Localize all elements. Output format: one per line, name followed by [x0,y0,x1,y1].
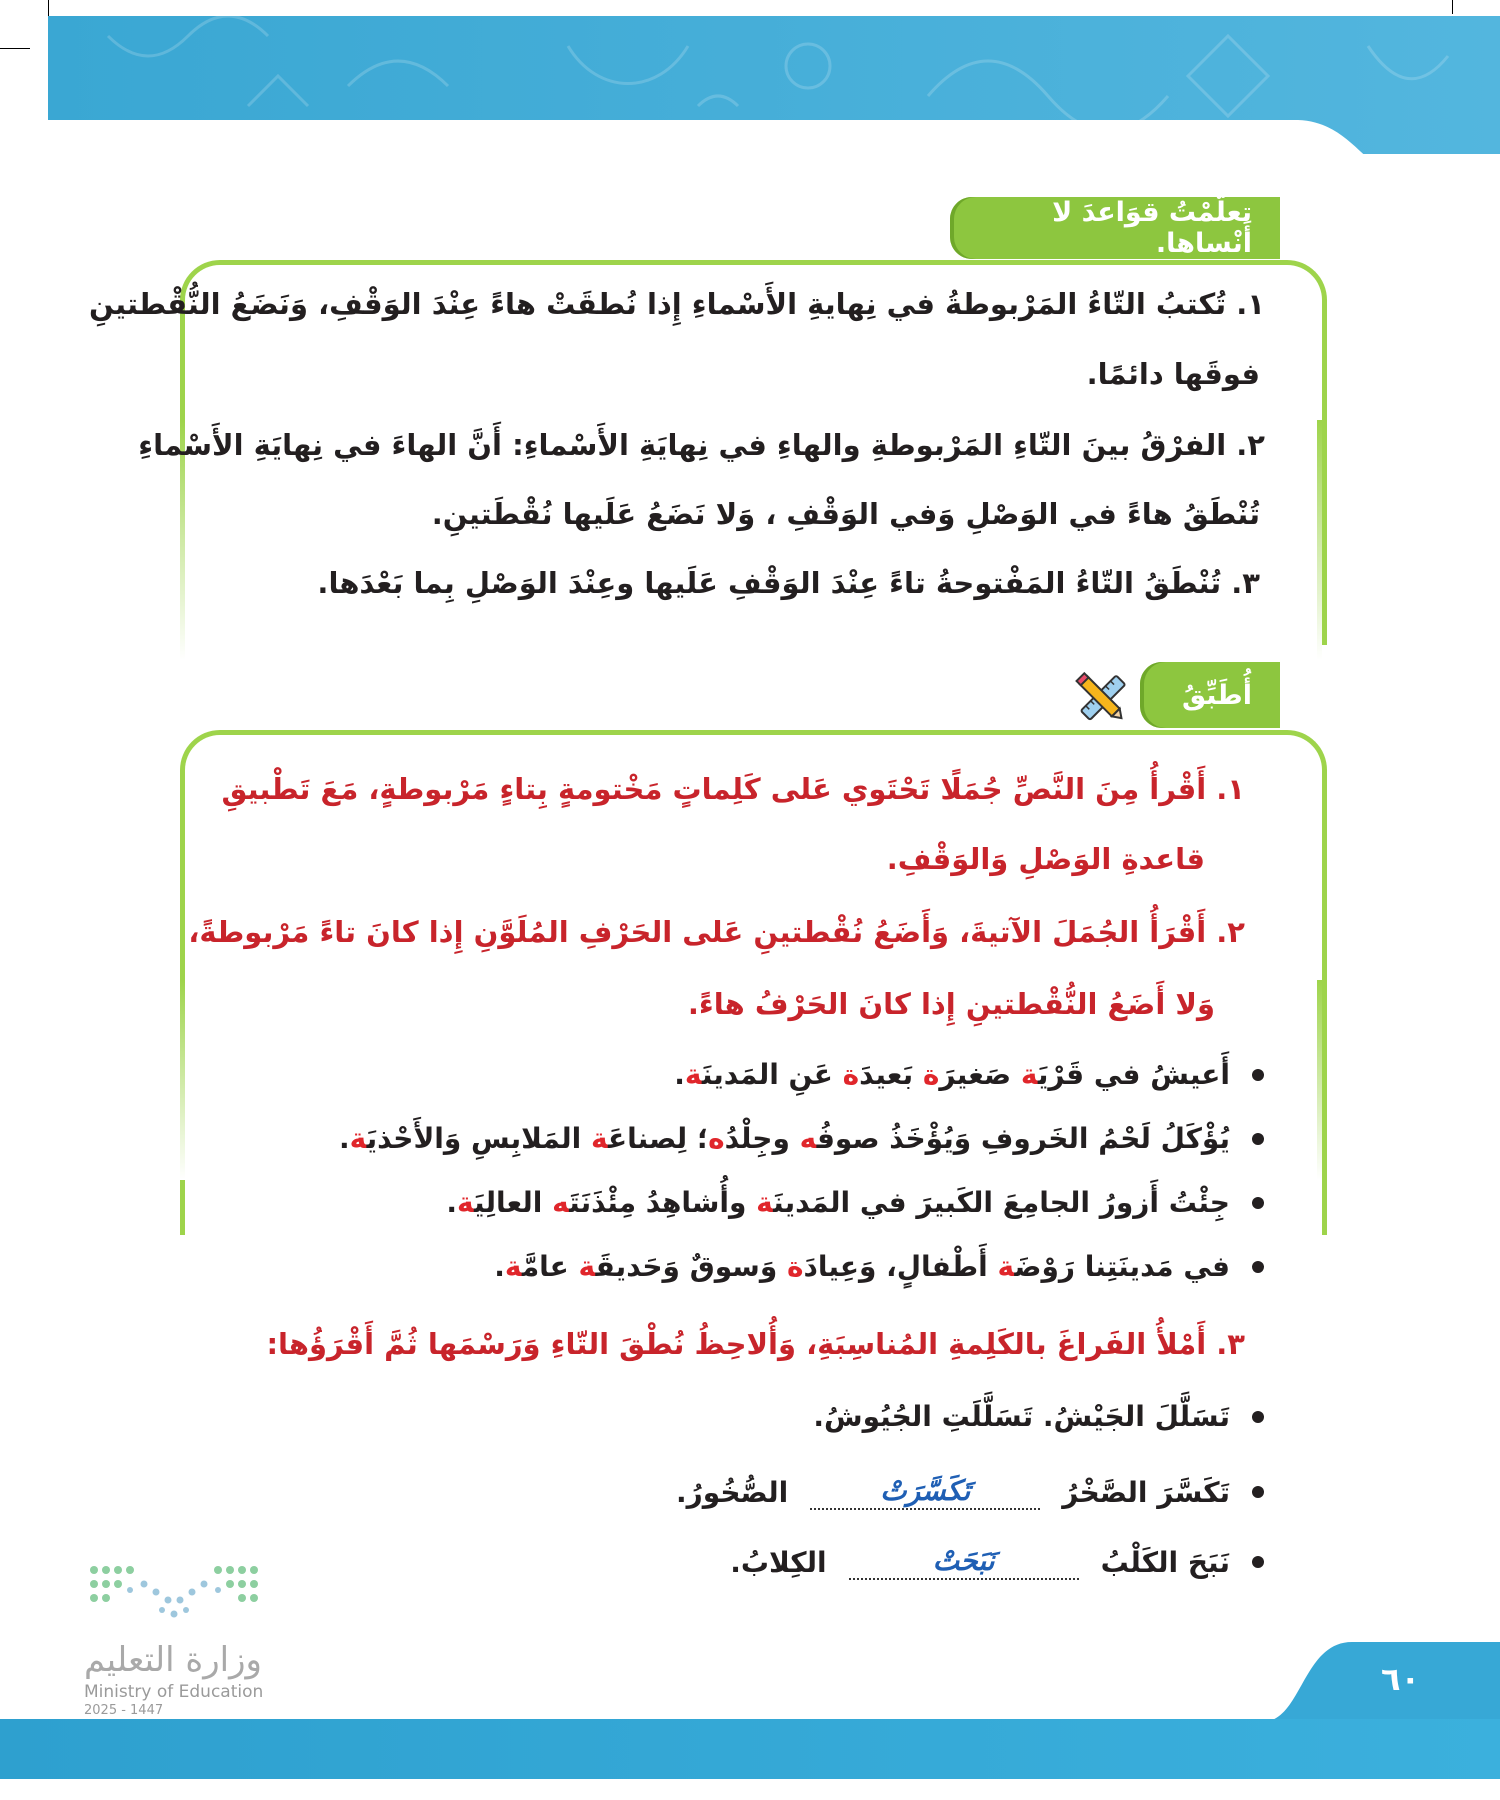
sentence-part: صَغيرَ [939,1058,1021,1091]
bullet-dot [1252,1133,1264,1145]
sentence-part: في مَدينَتِنا رَوْضَ [1014,1250,1230,1283]
sentence-part: وَسوقٌ وَحَديقَ [595,1250,787,1283]
bullet-dot [1252,1556,1264,1568]
highlighted-letter: ة [922,1058,940,1091]
highlighted-letter: ة [1020,1058,1038,1091]
highlighted-letter: ة [457,1186,475,1219]
crop-mark [1452,0,1453,14]
sentence-part: . [674,1058,685,1091]
highlighted-letter: ة [684,1058,702,1091]
rules-line: ٣. تُنْطَقُ التّاءُ المَفْتوحةُ تاءً عِنْدَ الوَقْفِ عَلَيها وعِنْدَ الوَصْلِ بِما بَعْدَها. [317,566,1260,600]
q3-example-text: تَسَلَّلَ الجَيْشُ. تَسَلَّلَتِ الجُيُوشُ. [813,1400,1230,1433]
sentence-part: بَعيدَ [859,1058,923,1091]
highlighted-letter: ة [997,1250,1015,1283]
q3-item-row [676,1474,1264,1510]
sentence-text [494,1250,1230,1283]
sentence-part: العالِيَ [474,1186,553,1219]
q3-item-start: نَبَحَ الكَلْبُ [1100,1545,1230,1579]
apply-q2-line2: وَلا أَضَعُ النُّقْطتينِ إِذا كانَ الحَرْفُ هاءً. [687,987,1215,1021]
sentence-part: . [338,1122,350,1155]
rules-line: تُنْطَقُ هاءً في الوَصْلِ وَفي الوَقْفِ ، وَلا نَضَعُ عَلَيها نُقْطَتينِ. [431,497,1260,531]
bullet-dot [1252,1197,1264,1209]
top-banner [48,16,1500,154]
apply-q2-line1: ٢. أَقْرَأُ الجُمَلَ الآتيةَ، وَأَضَعُ نُقْطتينِ عَلى الحَرْفِ المُلَوَّنِ إِذا كانَ تاءً مَرْبوطةً، [188,915,1245,949]
sentence-part: ؛ لِصناعَ [608,1122,709,1155]
sentence-part: عَنِ المَدينَ [701,1058,843,1091]
apply-q1-line1: ١. أَقْرأُ مِنَ النَّصِّ جُمَلًا تَحْتَوي عَلى كَلِماتٍ مَخْتومةٍ بِتاءٍ مَرْبوطةٍ، مَعَ تَطْبيقِ [221,772,1245,806]
ministry-year: 2025 - 1447 [84,1703,164,1718]
sentence-part: المَلابِسِ وَالأَحْذيَ [366,1122,592,1155]
ministry-logo-icon [84,1560,264,1630]
highlighted-letter: ه [552,1186,570,1219]
apply-q3-line: ٣. أَمْلأُ الفَراغَ بالكَلِمةِ المُناسِبَةِ، وَأُلاحِظُ نُطْقَ التّاءِ وَرَسْمَها ثُمَّ أَقْرَؤُها: [266,1327,1245,1361]
sentence-row [446,1186,1264,1219]
highlighted-letter: ة [786,1250,804,1283]
q3-example-row [813,1400,1264,1433]
highlighted-letter: ه [708,1122,725,1155]
panel-fade-right [1317,420,1322,660]
highlighted-letter: ة [578,1250,596,1283]
sentence-part: . [446,1186,458,1219]
q3-item-end: الكِلابُ. [730,1545,827,1579]
q3-item-row [730,1544,1264,1580]
highlighted-letter: ة [504,1250,522,1283]
rules-section-title [950,197,1280,259]
apply-q1-line2: قاعدةِ الوَصْلِ وَالوَقْفِ. [886,842,1205,876]
fill-blank-answer[interactable]: نَبَحَتْ [849,1544,1079,1580]
footer-bar [0,1719,1500,1779]
rules-title-text: تعلَّمْتُ قوَاعدَ لا أَنْساها. [1052,197,1252,259]
sentence-part: وأُشاهِدُ مِئْذَنَتَ [569,1186,757,1219]
crop-mark [0,48,30,49]
bullet-dot [1252,1486,1264,1498]
sentence-row [339,1122,1264,1155]
sentence-part: أَطْفالٍ، وَعِيادَ [803,1250,998,1283]
bullet-dot [1252,1411,1264,1423]
sentence-text [339,1122,1230,1155]
panel-fade-left [180,980,185,1180]
q3-item-start: تَكَسَّرَ الصَّخْرُ [1062,1475,1230,1509]
pencil-ruler-icon [1070,666,1134,730]
highlighted-letter: ة [842,1058,860,1091]
highlighted-letter: ه [799,1122,817,1155]
rules-line: فوقَها دائمًا. [1086,357,1260,391]
sentence-part: . [494,1250,505,1283]
ministry-name-en: Ministry of Education [84,1682,264,1702]
sentence-part: عامَّ [521,1250,579,1283]
sentence-row [674,1058,1264,1091]
sentence-part: وجِلْدُ [724,1122,800,1155]
highlighted-letter: ة [349,1122,367,1155]
sentence-part: أَعيشُ في قَرْيَ [1037,1058,1230,1091]
apply-section-title [1140,662,1280,728]
apply-title-text: أُطَبِّقُ [1181,679,1252,711]
bullet-dot [1252,1261,1264,1273]
highlighted-letter: ة [756,1186,774,1219]
sentence-text [674,1058,1230,1091]
sentence-text [446,1186,1230,1219]
ministry-name-ar: وزارة التعليم [84,1640,262,1680]
fill-blank-answer[interactable]: تَكَسَّرَتْ [810,1474,1040,1510]
rules-line: ١. تُكتبُ التّاءُ المَرْبوطةُ في نِهايةِ الأَسْماءِ إِذا نُطقَتْ هاءً عِنْدَ الوَقْفِ، وَنَضَعُ النُّقْطتينِ [89,287,1265,321]
sentence-part: يُؤْكَلُ لَحْمُ الخَروفِ وَيُؤْخَذُ صوفُ [816,1122,1230,1155]
page-number: ٦٠ [1380,1660,1420,1698]
sentence-row [494,1250,1264,1283]
q3-item-end: الصُّخُورُ. [676,1475,789,1509]
sentence-part: جِئْتُ أَزورُ الجامِعَ الكَبيرَ في المَدينَ [773,1186,1230,1219]
rules-line: ٢. الفرْقُ بينَ التّاءِ المَرْبوطةِ والهاءِ في نِهايَةِ الأَسْماءِ: أَنَّ الهاءَ في نِهايَةِ الأَسْماءِ [138,428,1265,462]
highlighted-letter: ة [591,1122,609,1155]
bullet-dot [1252,1069,1264,1081]
panel-fade-right [1317,980,1322,1180]
